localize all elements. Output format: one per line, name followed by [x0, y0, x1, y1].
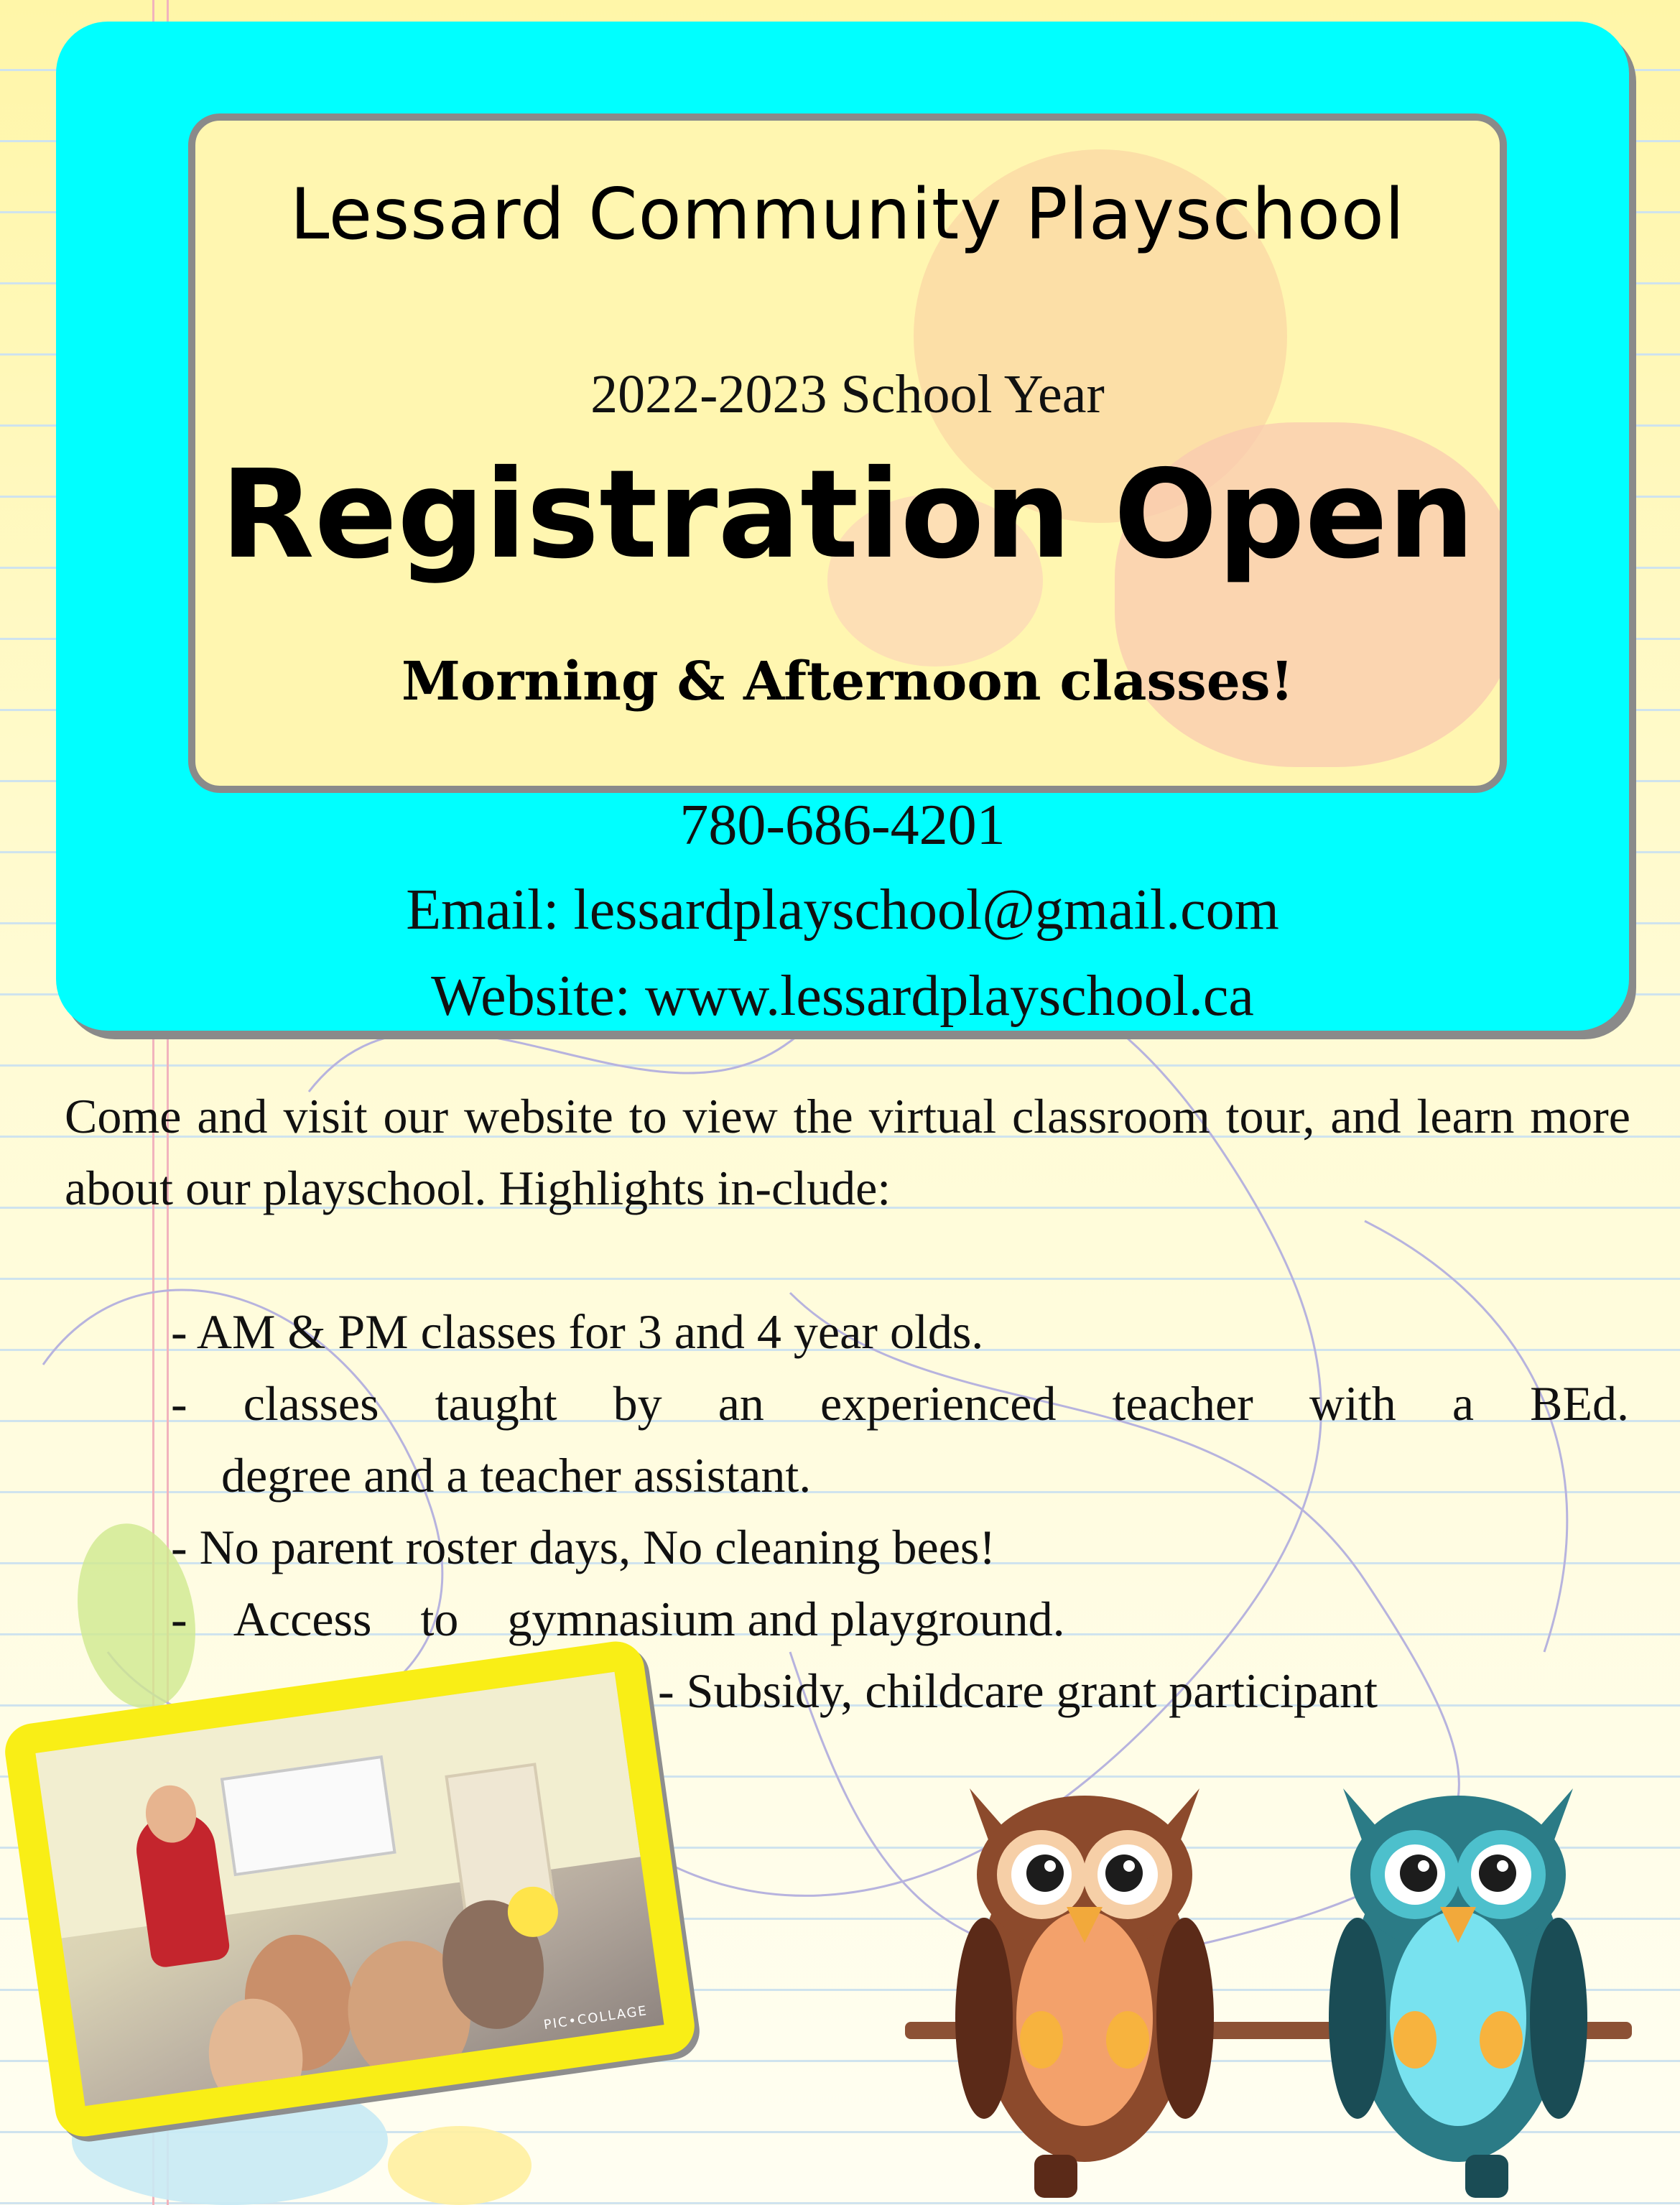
classes-tagline: Morning & Afternoon classes!: [402, 651, 1294, 712]
highlight-item: - Subsidy, childcare grant participant: [658, 1663, 1378, 1718]
decorative-blob: [388, 2126, 532, 2205]
registration-title: Registration Open: [220, 444, 1475, 586]
highlight-item: - AM & PM classes for 3 and 4 year olds.: [171, 1304, 984, 1359]
brown-owl-icon: [955, 1781, 1214, 2198]
phone-number: 780-686-4201: [679, 794, 1006, 857]
website-url[interactable]: Website: www.lessardplayschool.ca: [431, 965, 1254, 1028]
highlight-item: - classes taught by an experienced teacher with a BEd.: [171, 1376, 1629, 1431]
highlight-item-continued: degree and a teacher assistant.: [221, 1448, 812, 1503]
teal-owl-icon: [1329, 1781, 1587, 2198]
intro-paragraph: Come and visit our website to view the virtual classroom tour, and learn more about our playschool. Highlights in-clude:: [65, 1089, 1630, 1215]
photo-watermark: PIC•COLLAGE: [542, 2003, 649, 2033]
school-year: 2022-2023 School Year: [590, 364, 1105, 424]
classroom-photo: [35, 1672, 664, 2106]
email-address[interactable]: Email: lessardplayschool@gmail.com: [406, 878, 1279, 942]
classroom-photo-frame: [1, 1638, 698, 2140]
school-name: Lessard Community Playschool: [289, 174, 1406, 256]
title-panel: [188, 113, 1507, 793]
highlight-item: - No parent roster days, No cleaning bees!: [171, 1520, 996, 1574]
highlight-item: - Access to gymnasium and playground.: [171, 1592, 1065, 1646]
